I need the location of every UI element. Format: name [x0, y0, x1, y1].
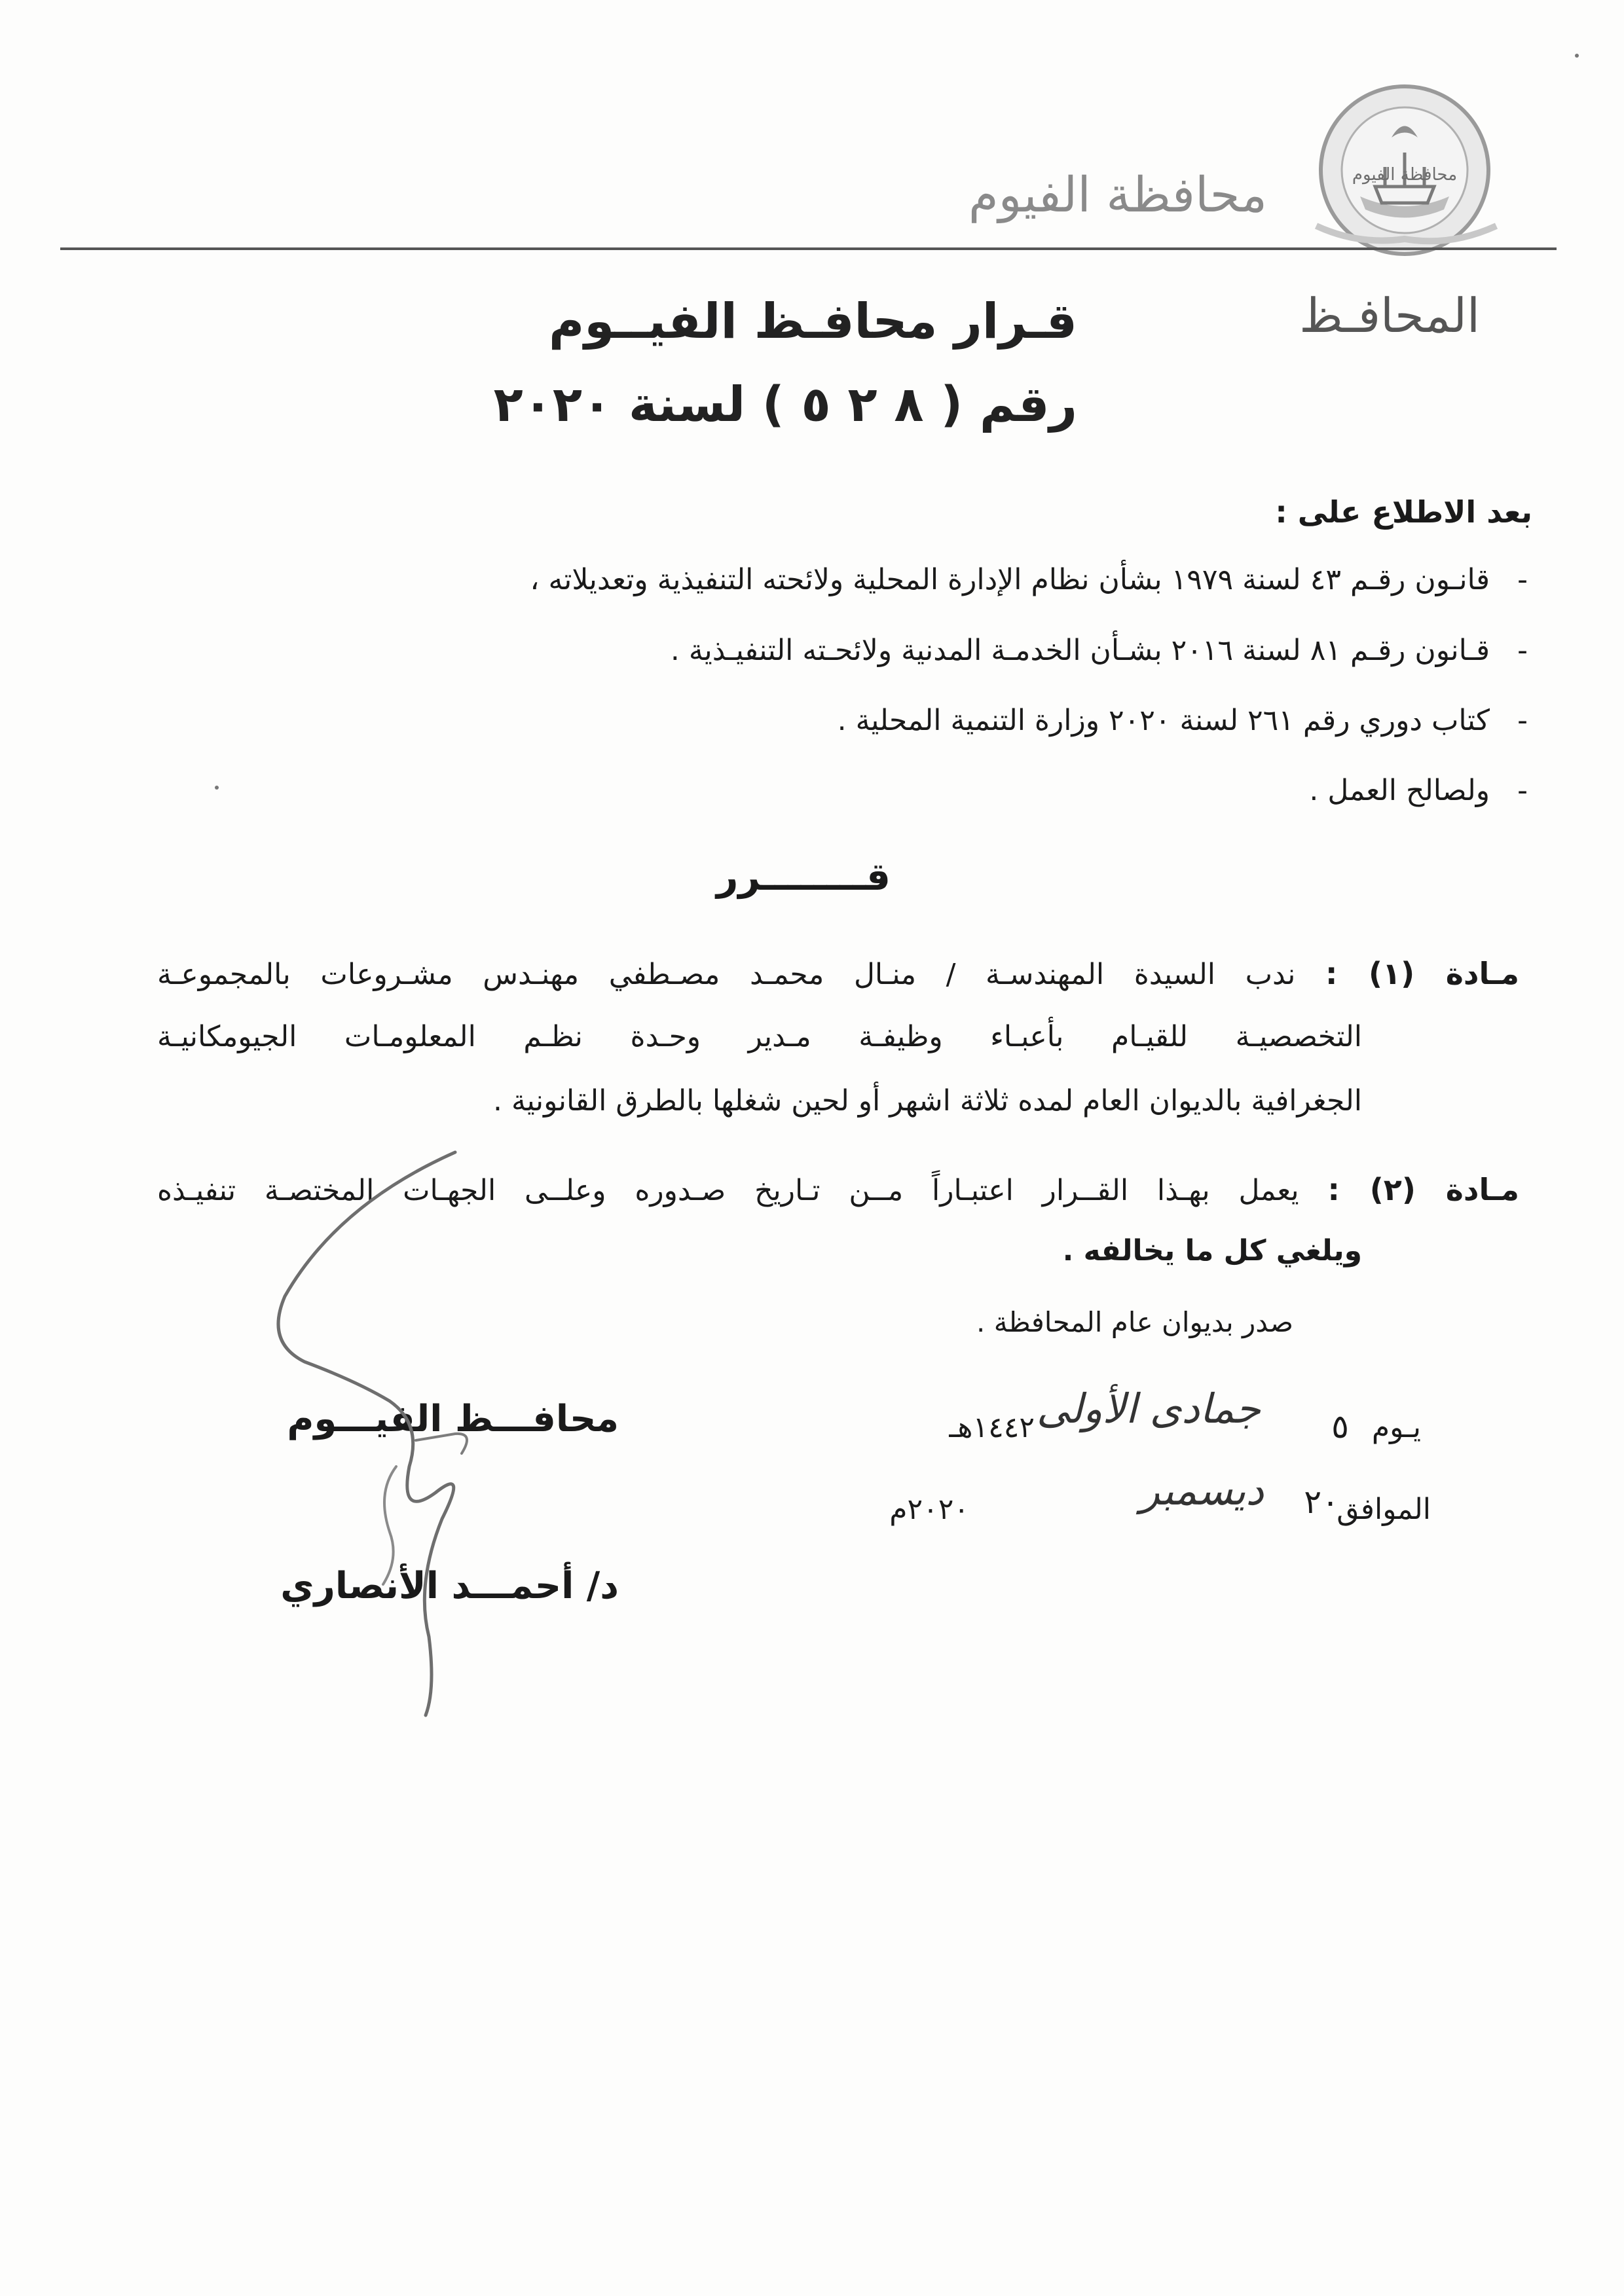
- preamble-item-text: قـانون رقـم ٨١ لسنة ٢٠١٦ بشـأن الخدمـة المدنية ولائحـته التنفيـذية .: [670, 634, 1490, 667]
- gregorian-day: ٢٠: [1304, 1483, 1339, 1521]
- signatory-name: د/ أحمـــد الأنصاري: [280, 1565, 619, 1607]
- scan-speck: [1575, 54, 1579, 58]
- preamble-item-text: كتاب دوري رقم ٢٦١ لسنة ٢٠٢٠ وزارة التنمية المحلية .: [837, 704, 1490, 737]
- letterhead-divider: [60, 247, 1557, 250]
- article-1-line: الجغرافية بالديوان العام لمده ثلاثة اشهر أو لحين شغلها بالطرق القانونية .: [492, 1084, 1362, 1118]
- preamble-item-text: قانـون رقـم ٤٣ لسنة ١٩٧٩ بشأن نظام الإدارة المحلية ولائحته التنفيذية وتعديلاته ،: [530, 563, 1490, 596]
- hijri-month-handwritten: جمادى الأولى: [1037, 1385, 1261, 1432]
- scan-speck: [215, 786, 219, 790]
- handwritten-signature: [259, 1126, 599, 1728]
- signatory-title: محافـــظ الفيـــوم: [287, 1398, 619, 1440]
- list-bullet: -: [1517, 563, 1528, 596]
- article-1-line: [157, 956, 1519, 991]
- hijri-day: ٥: [1331, 1408, 1349, 1446]
- decided-heading: قــــــــرر: [716, 854, 891, 899]
- decision-title: قـرار محافـظ الفيــوم: [548, 293, 1077, 350]
- gregorian-date-label: الموافق: [1337, 1493, 1431, 1526]
- hijri-year: ١٤٤٢هـ: [949, 1411, 1035, 1444]
- preamble-item-text: ولصالح العمل .: [1309, 774, 1490, 807]
- letterhead-office-label: المحافـظ: [1299, 288, 1480, 343]
- governorate-seal-logo: [1300, 75, 1509, 265]
- list-bullet: -: [1517, 774, 1528, 807]
- article-2-line: ويلغي كل ما يخالفه .: [1062, 1234, 1362, 1267]
- article-2-text: يعمل بهـذا القــرار اعتبـاراً مــن تـاريخ صـدوره وعلــى الجهـات المختصـة تنفيـذه: [157, 1174, 1299, 1207]
- article-2-label: مـادة (٢) :: [1327, 1172, 1519, 1207]
- preamble-item: [1309, 774, 1528, 807]
- list-bullet: -: [1517, 634, 1528, 667]
- preamble-item: [837, 704, 1528, 737]
- preamble-item: [670, 634, 1528, 667]
- article-1-line: التخصصيـة للقيـام بأعبـاء وظيفـة مـدير وحـدة نظـم المعلومـات الجيومكانيـة: [157, 1020, 1362, 1053]
- article-1-text: ندب السيدة المهندسـة / منـال محمـد مصـطفي مهنـدس مشـروعات بالمجموعـة: [157, 958, 1296, 991]
- preamble-item: [530, 563, 1528, 596]
- gregorian-month-handwritten: ديسمبر: [1140, 1467, 1264, 1514]
- letterhead-agency-name: محافظة الفيوم: [968, 167, 1267, 223]
- issued-at-statement: صدر بديوان عام المحافظة .: [976, 1306, 1293, 1338]
- gregorian-year: ٢٠٢٠م: [889, 1493, 969, 1526]
- hijri-date-label: يـوم: [1371, 1411, 1421, 1444]
- article-1-label: مـادة (١) :: [1325, 956, 1519, 991]
- seal-caption: محافظة الفيوم: [1352, 165, 1458, 185]
- list-bullet: -: [1517, 704, 1528, 737]
- decision-number: رقم ( ٨ ٢ ٥ ) لسنة ٢٠٢٠: [493, 376, 1077, 433]
- preamble-heading: بعد الاطلاع على :: [1275, 494, 1532, 530]
